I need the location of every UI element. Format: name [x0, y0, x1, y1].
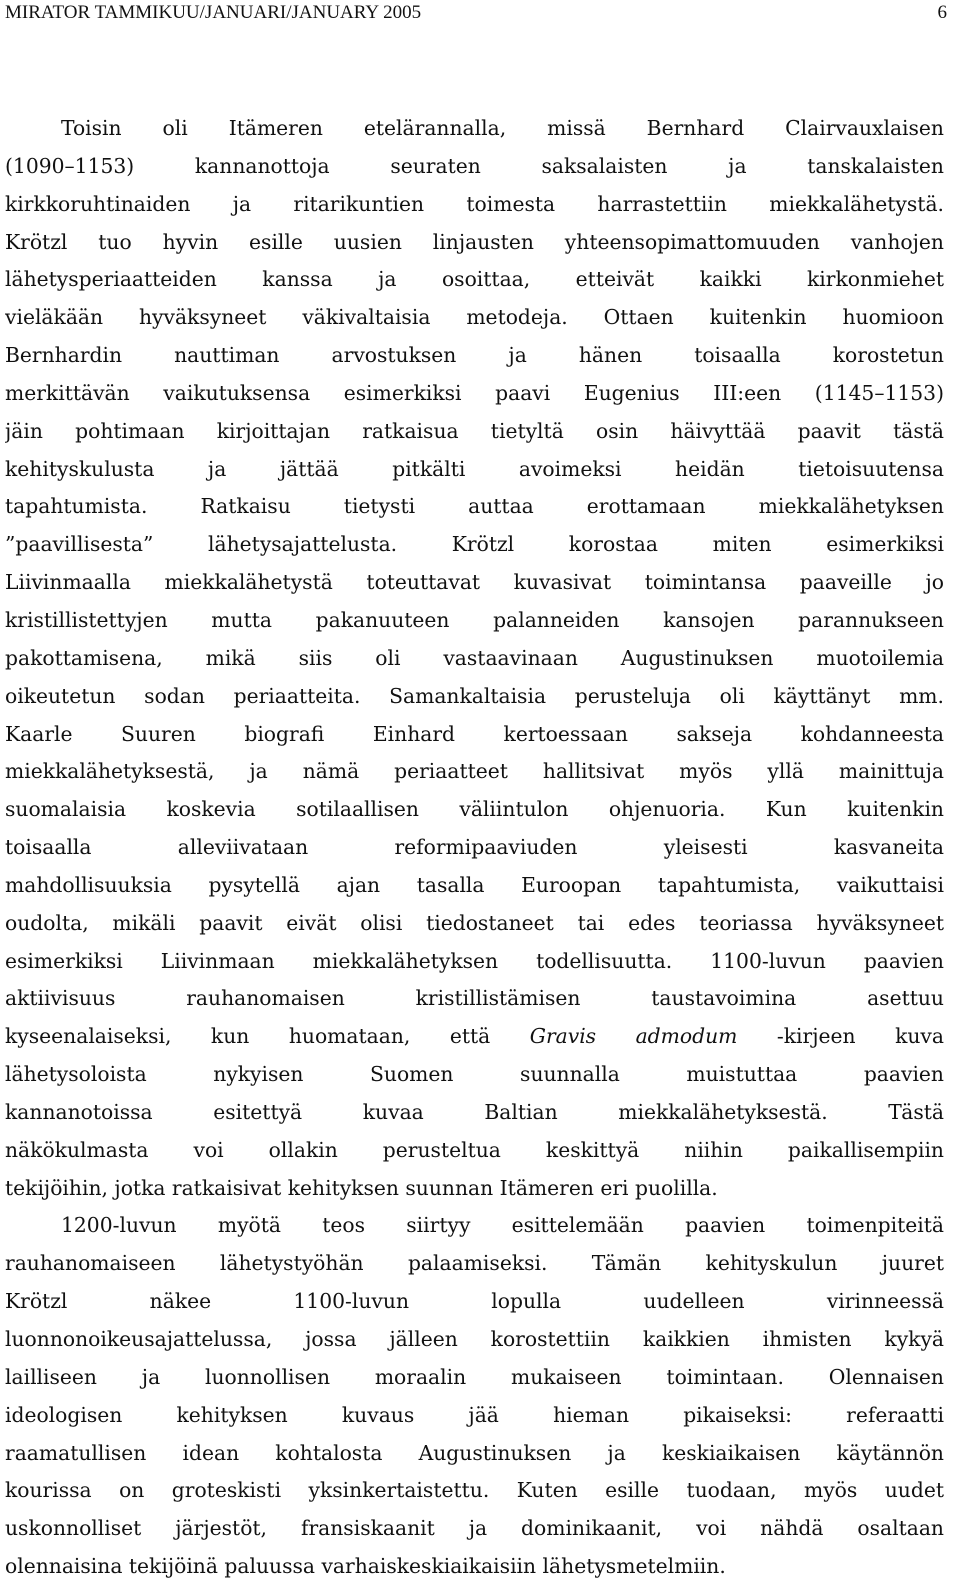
text-line: ”paavillisesta” lähetysajattelusta. Krötzl korostaa miten esimerkiksi: [5, 532, 944, 557]
text-line: miekkalähetyksestä, ja nämä periaatteet hallitsivat myös yllä mainittuja: [5, 759, 944, 784]
text-line: kourissa on groteskisti yksinkertaistettu. Kuten esille tuodaan, myös uudet: [5, 1478, 944, 1503]
text-line: suomalaisia koskevia sotilaallisen väliintulon ohjenuoria. Kun kuitenkin: [5, 797, 944, 822]
text-line: tekijöihin, jotka ratkaisivat kehityksen suunnan Itämeren eri puolilla.: [5, 1175, 718, 1200]
text-line: raamatullisen idean kohtalosta Augustinuksen ja keskiaikaisen käytännön: [5, 1440, 944, 1465]
text-line: mahdollisuuksia pysytellä ajan tasalla Euroopan tapahtumista, vaikuttaisi: [5, 872, 944, 897]
text-line: lähetysoloista nykyisen Suomen suunnalla muistuttaa paavien: [5, 1062, 944, 1087]
text-line: esimerkiksi Liivinmaan miekkalähetyksen todellisuutta. 1100-luvun paavien: [5, 948, 944, 973]
text-line: lailliseen ja luonnollisen moraalin mukaiseen toimintaan. Olennaisen: [5, 1364, 944, 1389]
paragraph-2: [5, 1207, 944, 1585]
paragraph-1: [5, 110, 944, 1207]
letter-title: Gravis admodum: [529, 1024, 738, 1049]
text-line: Kaarle Suuren biografi Einhard kertoessaan sakseja kohdanneesta: [5, 721, 944, 746]
text-line: olennaisina tekijöinä paluussa varhaiskeskiaikaisiin lähetysmetelmiin.: [5, 1554, 726, 1579]
text-line: näkökulmasta voi ollakin perusteltua keskittyä niihin paikallisempiin: [5, 1137, 944, 1162]
text-line: tapahtumista. Ratkaisu tietysti auttaa erottamaan miekkalähetyksen: [5, 494, 944, 519]
text-segment: -kirjeen kuva: [737, 1024, 944, 1049]
text-line: [5, 1018, 944, 1056]
text-line: merkittävän vaikutuksensa esimerkiksi paavi Eugenius III:een (1145–1153): [5, 380, 944, 405]
text-line: vieläkään hyväksyneet väkivaltaisia metodeja. Ottaen kuitenkin huomioon: [5, 305, 944, 330]
text-line: ideologisen kehityksen kuvaus jää hieman pikaiseksi: referaatti: [5, 1402, 944, 1427]
text-line: Liivinmaalla miekkalähetystä toteuttavat kuvasivat toimintansa paaveille jo: [5, 570, 944, 595]
text-line: uskonnolliset järjestöt, fransiskaanit ja dominikaanit, voi nähdä osaltaan: [5, 1516, 944, 1541]
text-line: pakottamisena, mikä siis oli vastaavinaan Augustinuksen muotoilemia: [5, 645, 944, 670]
text-line: Krötzl näkee 1100-luvun lopulla uudelleen virinneessä: [5, 1289, 944, 1314]
page-number: 6: [937, 2, 947, 23]
text-line: aktiivisuus rauhanomaisen kristillistämisen taustavoimina asettuu: [5, 986, 944, 1011]
running-head: [5, 0, 947, 26]
text-line: kristillistettyjen mutta pakanuuteen palanneiden kansojen parannukseen: [5, 607, 944, 632]
text-line: oudolta, mikäli paavit eivät olisi tiedostaneet tai edes teoriassa hyväksyneet: [5, 910, 944, 935]
text-line: kehityskulusta ja jättää pitkälti avoimeksi heidän tietoisuutensa: [5, 456, 944, 481]
text-line: luonnonoikeusajattelussa, jossa jälleen korostettiin kaikkien ihmisten kykyä: [5, 1327, 944, 1351]
text-line: kannanotoissa esitettyä kuvaa Baltian miekkalähetyksestä. Tästä: [5, 1099, 944, 1124]
text-segment: kyseenalaiseksi, kun huomataan, että: [5, 1024, 491, 1049]
publication-title: MIRATOR TAMMIKUU/JANUARI/JANUARY 2005: [5, 2, 422, 23]
article-body: [5, 110, 944, 1586]
text-line: kirkkoruhtinaiden ja ritarikuntien toimesta harrastettiin miekkalähetystä.: [5, 191, 944, 216]
text-line: rauhanomaiseen lähetystyöhän palaamiseksi. Tämän kehityskulun juuret: [5, 1251, 944, 1276]
text-line: 1200-luvun myötä teos siirtyy esittelemään paavien toimenpiteitä: [61, 1213, 944, 1238]
text-line: jäin pohtimaan kirjoittajan ratkaisua tietyltä osin häivyttää paavit tästä: [5, 418, 944, 443]
text-line: Bernhardin nauttiman arvostuksen ja hänen toisaalla korostetun: [5, 343, 944, 368]
text-line: toisaalla alleviivataan reformipaaviuden yleisesti kasvaneita: [5, 835, 944, 860]
text-line: Krötzl tuo hyvin esille uusien linjausten yhteensopimattomuuden vanhojen: [5, 229, 944, 254]
text-line: Toisin oli Itämeren etelärannalla, missä Bernhard Clairvauxlaisen: [61, 116, 944, 140]
text-line: (1090–1153) kannanottoja seuraten saksalaisten ja tanskalaisten: [5, 153, 944, 178]
text-line: oikeutetun sodan periaatteita. Samankaltaisia perusteluja oli käyttänyt mm.: [5, 683, 944, 708]
text-line: lähetysperiaatteiden kanssa ja osoittaa, etteivät kaikki kirkonmiehet: [5, 267, 944, 292]
